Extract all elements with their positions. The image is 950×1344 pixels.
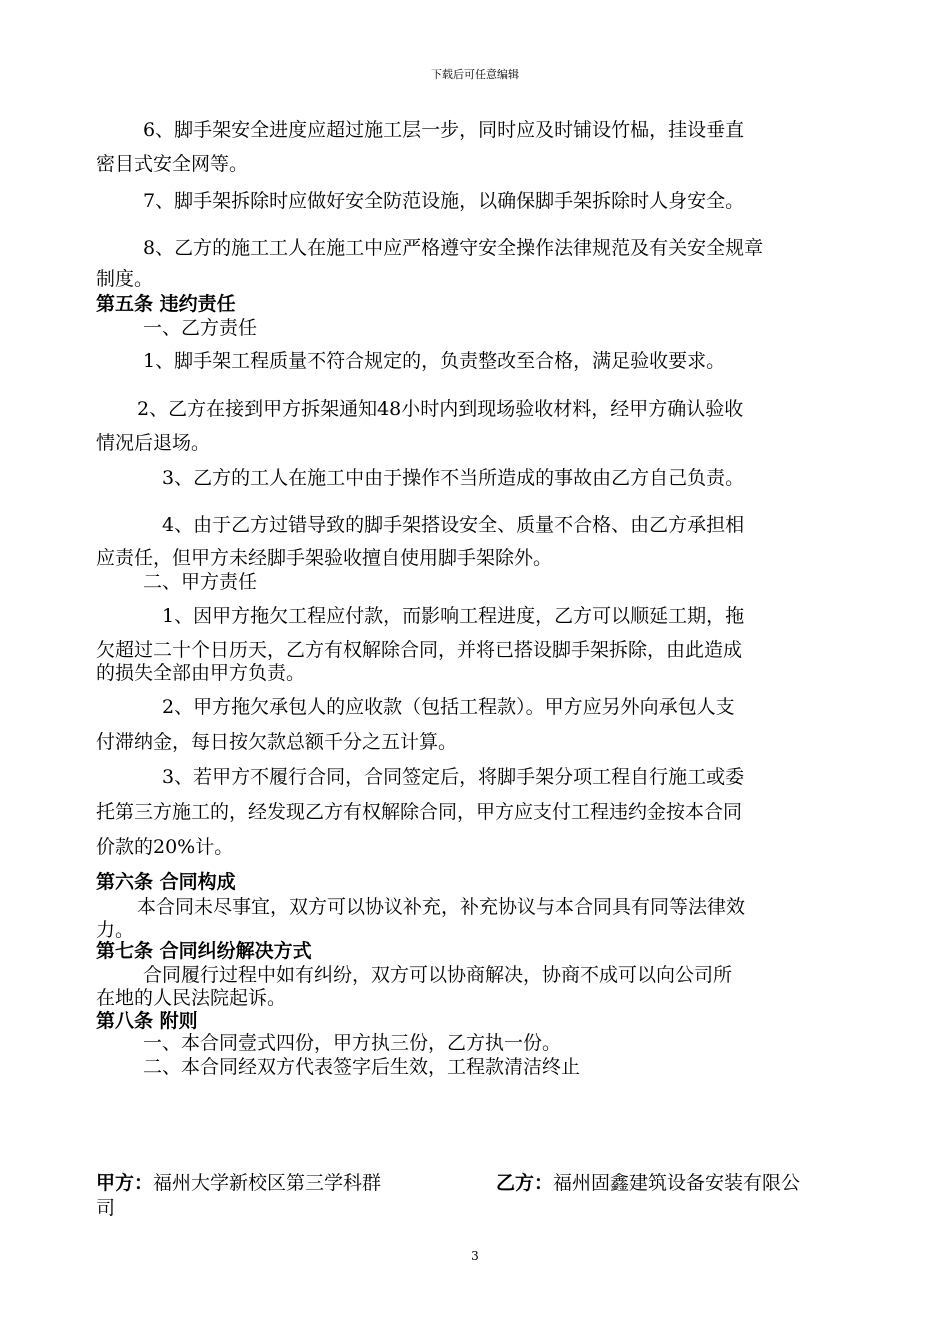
page-number: 3 [471, 1249, 479, 1263]
party-b-name-continuation: 司 [96, 1197, 116, 1219]
clause-line: 3、乙方的工人在施工中由于操作不当所造成的事故由乙方自己负责。 [162, 467, 745, 489]
page-header: 下载后可任意编辑 [431, 68, 519, 81]
section-heading: 一、乙方责任 [143, 317, 258, 339]
article-heading: 第六条 合同构成 [96, 871, 236, 893]
clause-line: 6、脚手架安全进度应超过施工层一步，同时应及时铺设竹榀，挂设垂直 [143, 119, 745, 141]
clause-line: 7、脚手架拆除时应做好安全防范设施，以确保脚手架拆除时人身安全。 [143, 190, 745, 212]
clause-line: 2、甲方拖欠承包人的应收款（包括工程款）。甲方应另外向承包人支 [162, 696, 735, 718]
clause-line: 2、乙方在接到甲方拆架通知48小时内到现场验收材料，经甲方确认验收 [137, 398, 744, 420]
party-b-signature [496, 1172, 800, 1194]
clause-line: 情况后退场。 [96, 432, 211, 454]
party-b-label: 乙方： [496, 1172, 554, 1194]
clause-line: 的损失全部由甲方负责。 [96, 662, 306, 684]
party-a-name: 福州大学新校区第三学科群 [153, 1172, 382, 1194]
clause-line: 3、若甲方不履行合同，合同签定后，将脚手架分项工程自行施工或委 [162, 766, 745, 788]
article-heading: 第五条 违约责任 [96, 293, 236, 315]
party-b-name: 福州固鑫建筑设备安装有限公 [553, 1172, 801, 1194]
clause-line: 合同履行过程中如有纠纷，双方可以协商解决，协商不成可以向公司所 [143, 964, 733, 986]
clause-line: 4、由于乙方过错导致的脚手架搭设安全、质量不合格、由乙方承担相 [162, 514, 745, 536]
clause-line: 制度。 [96, 268, 154, 290]
clause-line: 本合同未尽事宜，双方可以协议补充，补充协议与本合同具有同等法律效 [137, 896, 746, 918]
clause-line: 在地的人民法院起诉。 [96, 987, 287, 1009]
party-a-signature [96, 1172, 381, 1194]
clause-line: 价款的20%计。 [96, 836, 234, 858]
clause-line: 付滞纳金，每日按欠款总额千分之五计算。 [96, 731, 458, 753]
article-heading: 第七条 合同纠纷解决方式 [96, 940, 312, 962]
clause-line: 托第三方施工的，经发现乙方有权解除合同，甲方应支付工程违约金按本合同 [96, 801, 743, 823]
clause-line: 1、脚手架工程质量不符合规定的，负责整改至合格，满足验收要求。 [143, 350, 726, 372]
article-heading: 第八条 附则 [96, 1010, 198, 1032]
clause-line: 二、本合同经双方代表签字后生效，工程款清洁终止 [143, 1056, 581, 1078]
section-heading: 二、甲方责任 [143, 571, 258, 593]
clause-line: 欠超过二十个日历天，乙方有权解除合同，并将已搭设脚手架拆除，由此造成 [96, 639, 743, 661]
clause-line: 8、乙方的施工工人在施工中应严格遵守安全操作法律规范及有关安全规章 [143, 237, 764, 259]
clause-line: 力。 [96, 919, 135, 941]
party-a-label: 甲方： [96, 1172, 154, 1194]
clause-line: 1、因甲方拖欠工程应付款，而影响工程进度，乙方可以顺延工期，拖 [162, 605, 745, 627]
clause-line: 一、本合同壹式四份，甲方执三份，乙方执一份。 [143, 1032, 562, 1054]
clause-line: 密目式安全网等。 [96, 153, 249, 175]
clause-line: 应责任，但甲方未经脚手架验收擅自使用脚手架除外。 [96, 547, 553, 569]
